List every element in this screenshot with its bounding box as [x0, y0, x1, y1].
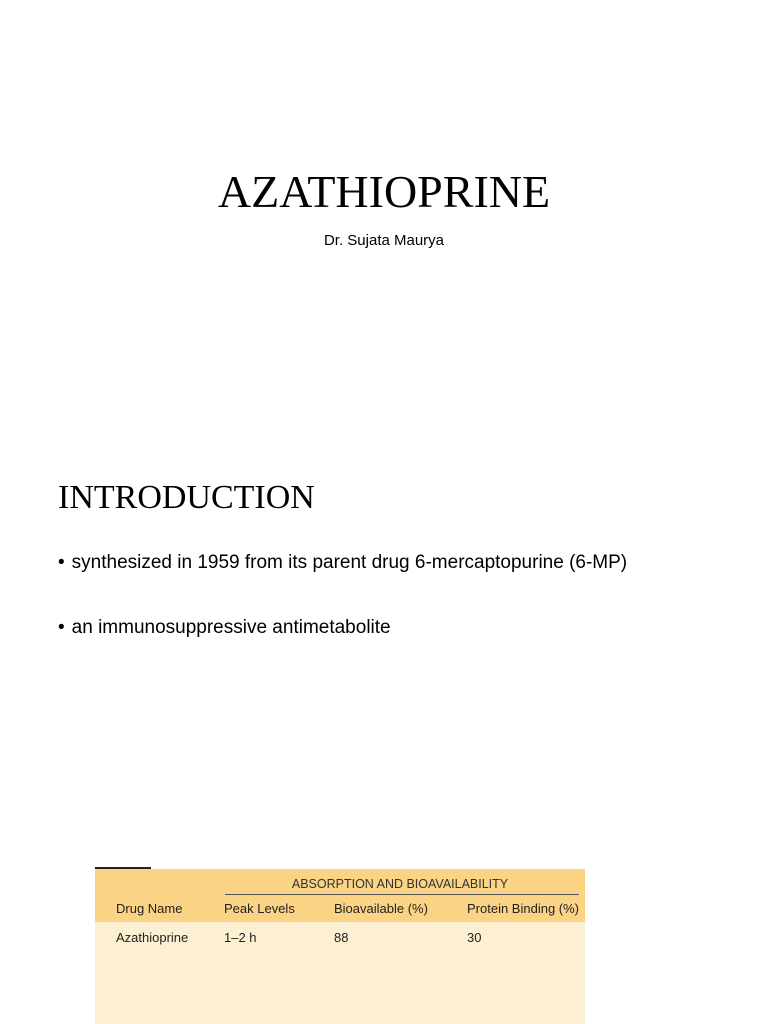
table-header	[95, 869, 585, 922]
bullet-icon: •	[58, 552, 65, 573]
table-cell: Azathioprine	[116, 930, 189, 945]
column-header-drug-name: Drug Name	[116, 901, 183, 916]
table-cell: 30	[467, 930, 482, 945]
slide-title: AZATHIOPRINE	[217, 166, 551, 217]
absorption-table	[95, 869, 585, 1024]
column-header-protein-binding: Protein Binding (%)	[467, 901, 579, 916]
table-group-title: ABSORPTION AND BIOAVAILABILITY	[291, 877, 509, 891]
bullet-text: synthesized in 1959 from its parent drug 6-mercaptopurine (6-MP)	[71, 552, 628, 573]
column-header-peak-levels: Peak Levels	[224, 901, 295, 916]
author-name: Dr. Sujata Maurya	[323, 232, 445, 249]
bullet-icon: •	[58, 617, 65, 638]
group-divider	[225, 894, 579, 895]
table-cell: 1–2 h	[224, 930, 257, 945]
section-heading: INTRODUCTION	[58, 479, 315, 516]
bullet-item	[58, 616, 391, 640]
table-cell: 88	[334, 930, 349, 945]
column-header-bioavailable: Bioavailable (%)	[334, 901, 428, 916]
bullet-item	[58, 551, 627, 575]
bullet-text: an immunosuppressive antimetabolite	[71, 617, 391, 638]
